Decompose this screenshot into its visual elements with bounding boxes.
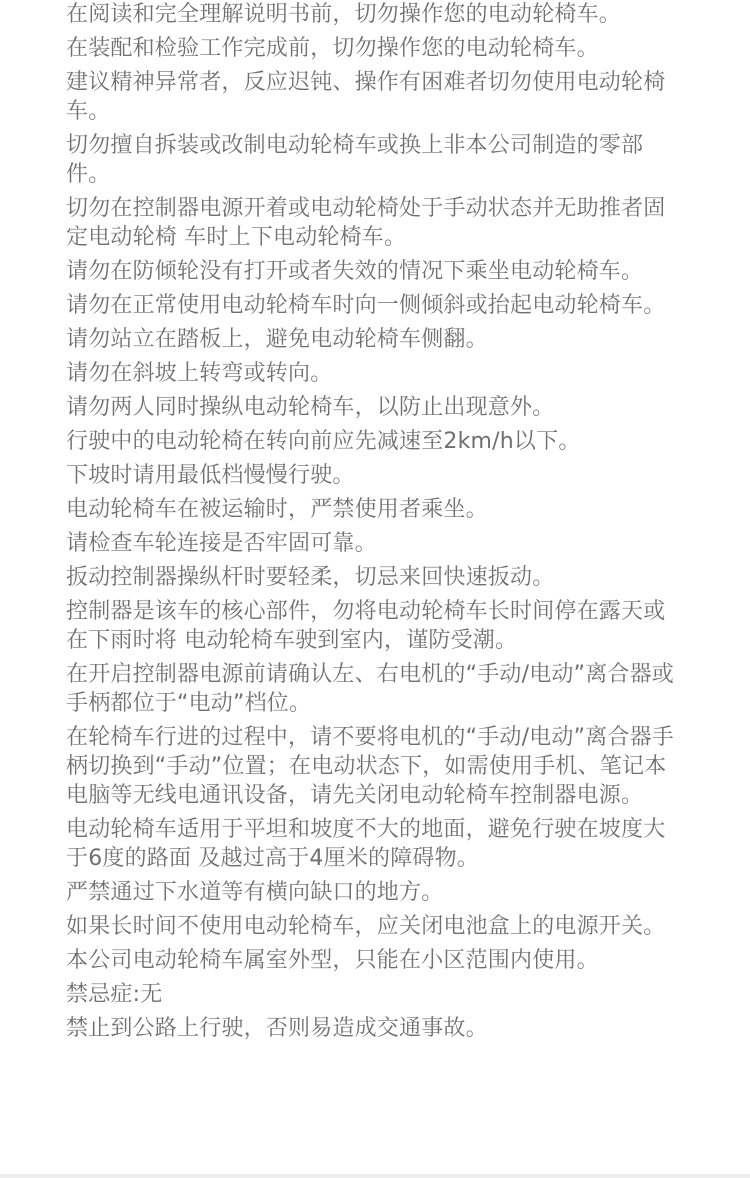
warning-item: 请检查车轮连接是否牢固可靠。 xyxy=(66,531,377,556)
warning-item: 如果长时间不使用电动轮椅车，应关闭电池盒上的电源开关。 xyxy=(66,914,666,939)
safety-warning-list xyxy=(66,0,686,1048)
warning-item: 扳动控制器操纵杆时要轻柔，切忌来回快速扳动。 xyxy=(66,565,555,590)
warning-item: 在开启控制器电源前请确认左、右电机的“手动/电动”离合器或手柄都位于“电动”档位。 xyxy=(66,662,675,716)
warning-item: 建议精神异常者，反应迟钝、操作有困难者切勿使用电动轮椅车。 xyxy=(66,70,666,124)
warning-item: 禁止到公路上行驶，否则易造成交通事故。 xyxy=(66,1016,488,1041)
warning-item: 严禁通过下水道等有横向缺口的地方。 xyxy=(66,880,444,905)
bottom-divider xyxy=(0,1174,750,1178)
warning-item: 控制器是该车的核心部件，勿将电动轮椅车长时间停在露天或在下雨时将 电动轮椅车驶到室内，谨防受潮。 xyxy=(66,599,666,653)
warning-item: 行驶中的电动轮椅在转向前应先减速至2km/h以下。 xyxy=(66,429,581,454)
warning-item: 电动轮椅车在被运输时，严禁使用者乘坐。 xyxy=(66,497,488,522)
warning-item: 电动轮椅车适用于平坦和坡度不大的地面，避免行驶在坡度大于6度的路面 及越过高于4厘米的障碍物。 xyxy=(66,817,666,871)
warning-item: 下坡时请用最低档慢慢行驶。 xyxy=(66,463,355,488)
warning-item: 禁忌症:无 xyxy=(66,982,163,1007)
warning-item: 切勿在控制器电源开着或电动轮椅处于手动状态并无助推者固定电动轮椅 车时上下电动轮椅车。 xyxy=(66,196,666,250)
warning-item: 请勿在斜坡上转弯或转向。 xyxy=(66,361,333,386)
warning-item: 请勿两人同时操纵电动轮椅车，以防止出现意外。 xyxy=(66,395,555,420)
warning-item: 在装配和检验工作完成前，切勿操作您的电动轮椅车。 xyxy=(66,36,599,61)
warning-item: 本公司电动轮椅车属室外型，只能在小区范围内使用。 xyxy=(66,948,599,973)
warning-item: 切勿擅自拆装或改制电动轮椅车或换上非本公司制造的零部件。 xyxy=(66,133,644,187)
warning-item: 请勿在防倾轮没有打开或者失效的情况下乘坐电动轮椅车。 xyxy=(66,259,644,284)
warning-item: 请勿站立在踏板上，避免电动轮椅车侧翻。 xyxy=(66,327,488,352)
warning-item: 在阅读和完全理解说明书前，切勿操作您的电动轮椅车。 xyxy=(66,2,622,27)
warning-item: 请勿在正常使用电动轮椅车时向一侧倾斜或抬起电动轮椅车。 xyxy=(66,293,666,318)
warning-item: 在轮椅车行进的过程中，请不要将电机的“手动/电动”离合器手柄切换到“手动”位置；在电动状态下，如需使用手机、笔记本电脑等无线电通讯设备，请先关闭电动轮椅车控制器电源。 xyxy=(66,725,675,808)
